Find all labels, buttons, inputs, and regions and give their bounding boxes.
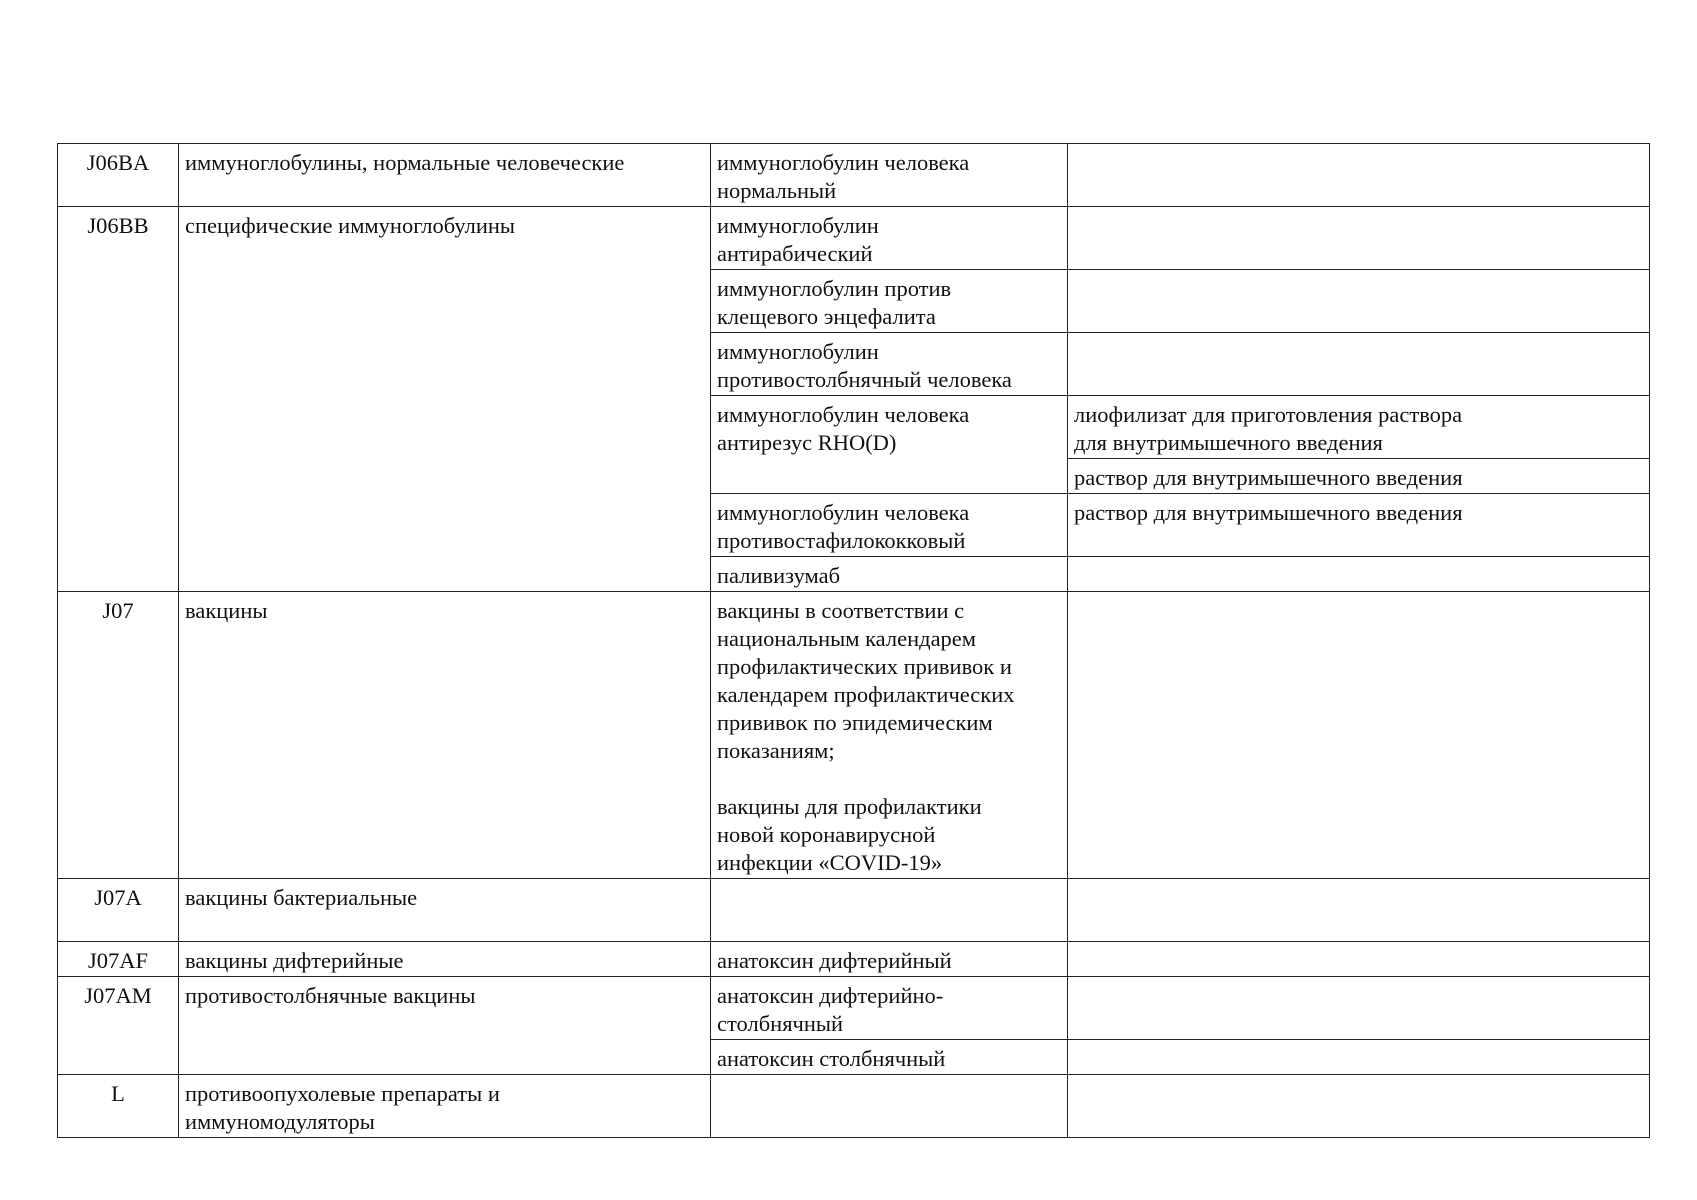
atc-group-cell: специфические иммуноглобулины xyxy=(179,207,711,592)
atc-code-cell: J07AM xyxy=(58,977,179,1075)
table-row xyxy=(58,942,1650,977)
dosage-form-cell xyxy=(1068,942,1650,977)
drug-name-cell: иммуноглобулин противостолбнячный человека xyxy=(711,333,1068,396)
drug-name-cell: вакцины в соответствии с национальным календарем профилактических прививок и календарем профилактических прививок по эпидемическим показаниям; вакцины для профилактики новой коронавирусной инфекции «COVID-19» xyxy=(711,592,1068,879)
atc-group-cell: вакцины xyxy=(179,592,711,879)
dosage-form-cell xyxy=(1068,977,1650,1040)
drug-name-cell xyxy=(711,879,1068,942)
table-row xyxy=(58,207,1650,270)
dosage-form-cell: лиофилизат для приготовления раствора для внутримышечного введения xyxy=(1068,396,1650,459)
atc-group-cell: противостолбнячные вакцины xyxy=(179,977,711,1075)
atc-group-cell: вакцины дифтерийные xyxy=(179,942,711,977)
drug-name-cell: иммуноглобулин против клещевого энцефалита xyxy=(711,270,1068,333)
table-row xyxy=(58,977,1650,1040)
atc-group-cell: иммуноглобулины, нормальные человеческие xyxy=(179,144,711,207)
drug-name-cell: паливизумаб xyxy=(711,557,1068,592)
dosage-form-cell xyxy=(1068,557,1650,592)
dosage-form-cell xyxy=(1068,144,1650,207)
dosage-form-cell xyxy=(1068,592,1650,879)
drug-name-cell: анатоксин дифтерийный xyxy=(711,942,1068,977)
dosage-form-cell xyxy=(1068,1075,1650,1138)
drug-name-cell: анатоксин дифтерийно- столбнячный xyxy=(711,977,1068,1040)
table-row xyxy=(58,592,1650,879)
dosage-form-cell xyxy=(1068,879,1650,942)
table-row xyxy=(58,879,1650,942)
drug-name-cell: иммуноглобулин антирабический xyxy=(711,207,1068,270)
atc-group-cell: вакцины бактериальные xyxy=(179,879,711,942)
atc-code-cell: J06BA xyxy=(58,144,179,207)
dosage-form-cell xyxy=(1068,1040,1650,1075)
table-row xyxy=(58,144,1650,207)
drug-name-cell: иммуноглобулин человека антирезус RHO(D) xyxy=(711,396,1068,494)
drug-classification-table xyxy=(57,143,1650,1138)
drug-name-cell: иммуноглобулин человека противостафилококковый xyxy=(711,494,1068,557)
dosage-form-cell: раствор для внутримышечного введения xyxy=(1068,459,1650,494)
atc-code-cell: L xyxy=(58,1075,179,1138)
table-row xyxy=(58,1075,1650,1138)
dosage-form-cell: раствор для внутримышечного введения xyxy=(1068,494,1650,557)
drug-name-cell xyxy=(711,1075,1068,1138)
atc-code-cell: J06BB xyxy=(58,207,179,592)
drug-name-cell: анатоксин столбнячный xyxy=(711,1040,1068,1075)
atc-group-cell: противоопухолевые препараты и иммуномодуляторы xyxy=(179,1075,711,1138)
drug-name-cell: иммуноглобулин человека нормальный xyxy=(711,144,1068,207)
atc-code-cell: J07AF xyxy=(58,942,179,977)
dosage-form-cell xyxy=(1068,207,1650,270)
atc-code-cell: J07A xyxy=(58,879,179,942)
dosage-form-cell xyxy=(1068,270,1650,333)
atc-code-cell: J07 xyxy=(58,592,179,879)
dosage-form-cell xyxy=(1068,333,1650,396)
